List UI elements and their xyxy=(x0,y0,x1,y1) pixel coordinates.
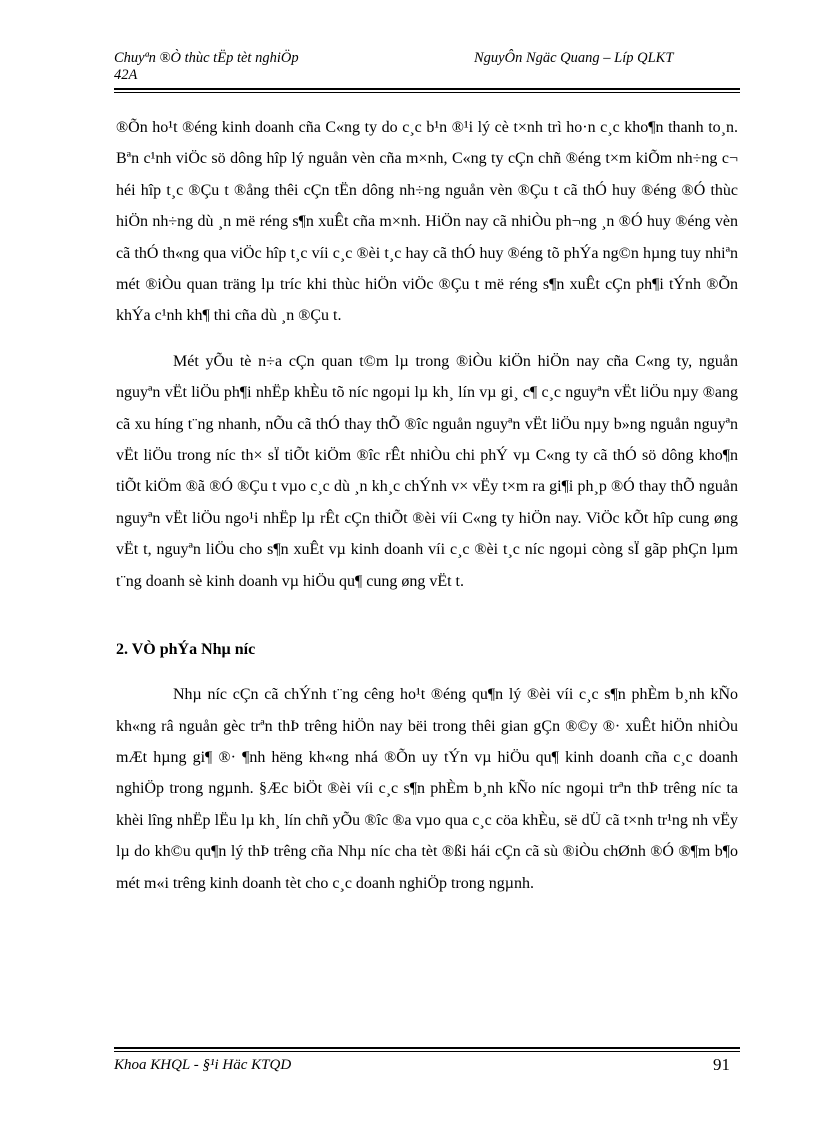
paragraph-3: Nhµ níc cÇn cã chÝnh t¨ng cêng ho¹t ®éng qu¶n lý ®èi víi c¸c s¶n phÈm b¸nh kÑo kh«ng râ nguån gèc trªn thÞ trêng hiÖn nay bëi trong thêi gian gÇn ®©y ®· xuÊt hiÖn nhiÒu mÆt hµng gi¶ ®· ¶nh hëng kh«ng nhá ®Õn uy tÝn vµ hiÖu qu¶ kinh doanh cña c¸c doanh nghiÖp trong ngµnh. §Æc biÖt ®èi víi c¸c s¶n phÈm b¸nh kÑo níc ngoµi trªn thÞ trêng níc ta khèi lîng nhËp lËu lµ kh¸ lín chñ yÕu ®îc ®a vµo qua c¸c cöa khÈu, së dÜ cã t×nh tr¹ng nh vËy lµ do kh©u qu¶n lý thÞ trêng cña Nhµ níc cha tèt ®ßi hái cÇn cã sù ®iÒu chØnh ®Ó ®¶m b¶o mét m«i trêng kinh doanh tèt cho c¸c doanh nghiÖp trong ngµnh. xyxy=(116,686,738,892)
section-gap xyxy=(116,597,738,634)
header-rule-thin xyxy=(114,92,740,93)
paragraph-1: ®Õn ho¹t ®éng kinh doanh cña C«ng ty do c¸c b¹n ®¹i lý cè t×nh trì ho·n c¸c kho¶n thanh to¸n. Bªn c¹nh viÖc sö dông hîp lý nguån vèn cña m×nh, C«ng ty cÇn chñ ®éng t×m kiÕm nh÷ng c¬ héi hîp t¸c ®Çu t ®ång thêi cÇn tËn dông nh÷ng nguån vèn ®Çu t cã thÓ huy ®éng ®Ó thùc hiÖn nh÷ng dù ¸n më réng s¶n xuÊt cña m×nh. HiÖn nay cã nhiÒu ph¬ng ¸n ®Ó huy ®éng vèn cã thÓ th«ng qua viÖc hîp t¸c víi c¸c ®èi t¸c hay cã thÓ huy ®éng tõ phÝa ng©n hµng tuy nhiªn mét ®iÒu quan träng lµ tríc khi thùc hiÖn viÖc ®Çu t më réng s¶n xuÊt cÇn ph¶i tÝnh ®Õn khÝa c¹nh kh¶ thi cña dù ¸n ®Çu t. xyxy=(116,119,738,325)
paragraph-2: Mét yÕu tè n÷a cÇn quan t©m lµ trong ®iÒu kiÖn hiÖn nay cña C«ng ty, nguån nguyªn vËt liÖu ph¶i nhËp khÈu tõ níc ngoµi lµ kh¸ lín vµ gi¸ c¶ c¸c nguyªn vËt liÖu nµy ®ang cã xu híng t¨ng nhanh, nÕu cã thÓ thay thÕ ®îc nguån nguyªn vËt liÖu nµy b»ng nguån nguyªn vËt liÖu trong níc th× sÏ tiÕt kiÖm ®îc rÊt nhiÒu chi phÝ vµ C«ng ty cã thÓ sö dông kho¶n tiÕt kiÖm ®ã ®Ó ®Çu t vµo c¸c dù ¸n kh¸c chÝnh v× vËy t×m ra gi¶i ph¸p ®Ó thay thÕ nguån nguyªn vËt liÖu ngo¹i nhËp lµ rÊt cÇn thiÕt ®èi víi C«ng ty hiÖn nay. ViÖc kÕt hîp cung øng vËt t, nguyªn liÖu cho s¶n xuÊt vµ kinh doanh víi c¸c ®èi t¸c níc ngoµi còng sÏ gãp phÇn lµm t¨ng doanh sè kinh doanh vµ hiÖu qu¶ cung øng vËt t. xyxy=(116,352,738,590)
header-rule-thick xyxy=(114,88,740,90)
header-author: NguyÔn Ngäc Quang – Líp QLKT xyxy=(474,50,674,66)
section-heading: 2. VÒ phÝa Nhµ níc xyxy=(116,641,256,659)
page-number: 91 xyxy=(713,1055,730,1074)
footer-rule-thick xyxy=(114,1047,740,1049)
footer-rule-thin xyxy=(114,1051,740,1052)
page-body xyxy=(116,112,738,899)
header-document-title: Chuyªn ®Ò thùc tËp tèt nghiÖp xyxy=(114,50,299,66)
footer-institution: Khoa KHQL - §¹i Häc KTQD xyxy=(114,1057,292,1073)
header-class-code: 42A xyxy=(114,67,138,83)
